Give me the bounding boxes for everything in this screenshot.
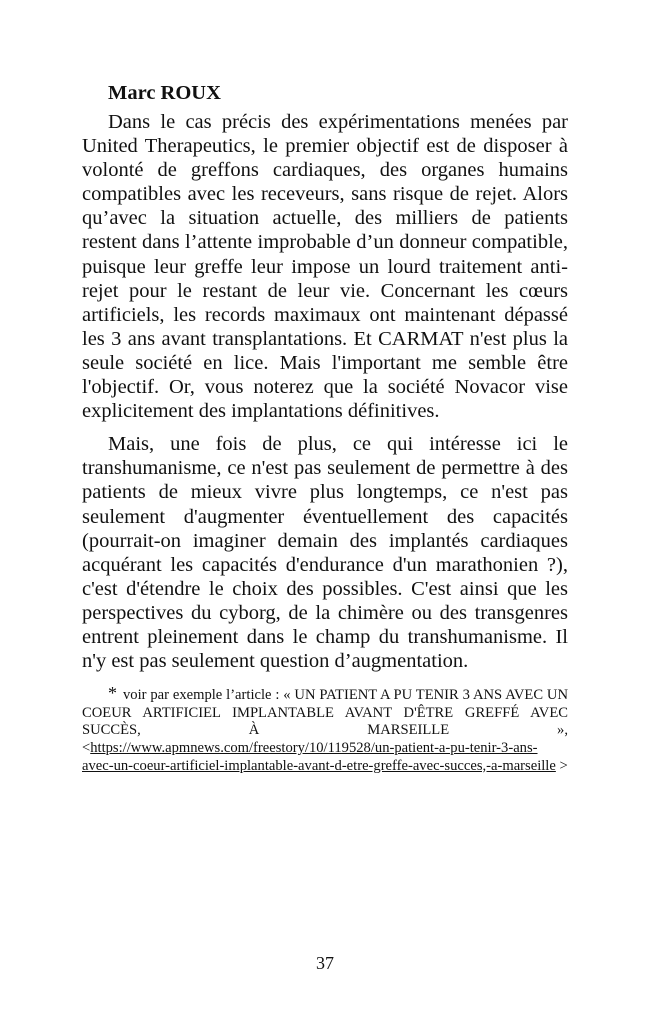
footnote-marker: * <box>108 683 117 704</box>
footnote <box>82 685 568 775</box>
footnote-link[interactable]: https://www.apmnews.com/freestory/10/119528/un-patient-a-pu-tenir-3-ans-avec-un-coeur-artificiel-implantable-avant-d-etre-greffe-avec-succes,-a-marseille <box>82 739 556 774</box>
page-number: 37 <box>316 953 334 973</box>
footnote-closing: > <box>555 757 568 774</box>
paragraph-2: Mais, une fois de plus, ce qui intéresse ici le transhumanisme, ce n'est pas seulement de permettre à des patients de mieux vivre plus longtemps, ce n'est pas seulement d'augmenter éventuellement des capacités (pourrait-on imaginer demain des implantés cardiaques acquérant les capacités d'endurance d'un marathonien ?), c'est d'étendre le choix des possibles. C'est ainsi que les perspectives du cyborg, de la chimère ou des transgenres entrent pleinement dans le champ du transhumanisme. Il n'y est pas seulement question d’augmentation. <box>82 433 568 673</box>
speaker-name: Marc ROUX <box>108 82 221 104</box>
page-body <box>82 80 568 775</box>
paragraph-1: Dans le cas précis des expérimentations menées par United Therapeutics, le premier objectif est de disposer à volonté de greffons cardiaques, des organes humains compatibles avec les receveurs, sans risque de rejet. Alors qu’avec la situation actuelle, des milliers de patients restent dans l’attente improbable d’un donneur compatible, puisque leur greffe leur impose un lourd traitement anti-rejet pour le restant de leur vie. Concernant les cœurs artificiels, les records maximaux ont maintenant dépassé les 3 ans avant transplantations. Et CARMAT n'est plus la seule société en lice. Mais l'important me semble être l'objectif. Or, vous noterez que la société Novacor vise explicitement des implantations définitives. <box>82 111 568 423</box>
footnote-text: voir par exemple l’article : « UN PATIENT A PU TENIR 3 ANS AVEC UN COEUR ARTIFICIEL IMPLANTABLE AVANT D'ÊTRE GREFFÉ AVEC SUCCÈS, À MARSEILLE », < <box>82 687 568 756</box>
